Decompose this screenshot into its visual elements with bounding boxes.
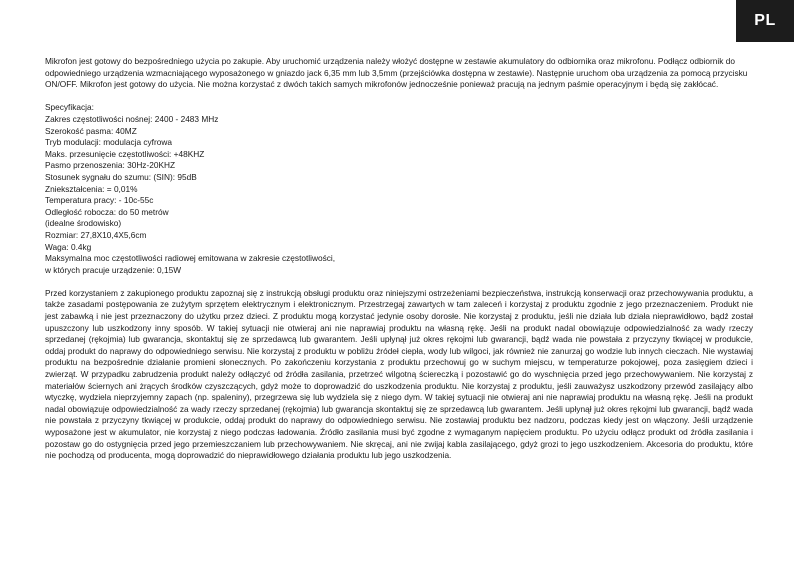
spec-item: Odległość robocza: do 50 metrów: [45, 206, 169, 217]
spec-item: Stosunek sygnału do szumu: (SIN): 95dB: [45, 171, 197, 182]
spec-item: Rozmiar: 27,8X10,4X5,6cm: [45, 229, 147, 240]
spec-item: Szerokość pasma: 40MZ: [45, 125, 137, 136]
spec-item: Tryb modulacji: modulacja cyfrowa: [45, 137, 172, 148]
language-badge: [736, 0, 794, 42]
spec-item: Maks. przesunięcie częstotliwości: +48KHZ: [45, 148, 205, 159]
language-code: PL: [754, 12, 776, 29]
spec-item: Zakres częstotliwości nośnej: 2400 - 2483 MHz: [45, 113, 219, 124]
manual-content: [45, 56, 753, 462]
spec-list: [45, 114, 753, 276]
spec-title: Specyfikacja:: [45, 102, 94, 113]
spec-item: (idealne środowisko): [45, 218, 122, 229]
spec-item: Pasmo przenoszenia: 30Hz-20KHZ: [45, 160, 176, 171]
spec-item: Zniekształcenia: = 0,01%: [45, 183, 138, 194]
spec-item: Temperatura pracy: - 10c-55c: [45, 195, 154, 206]
spec-item: Waga: 0.4kg: [45, 241, 92, 252]
intro-paragraph: Mikrofon jest gotowy do bezpośredniego użycia po zakupie. Aby uruchomić urządzenia należy włożyć dostępne w zestawie akumulatory do odbiornika oraz mikrofonu. Podłącz odbiornik do odpowiedniego urządzenia wzmacniającego wyposażonego w gniazdo jack 6,35 mm lub 3,5mm (przejściówka dostępna w zestawie). Następnie uruchom oba urządzenia za pomocą przycisku ON/OFF. Mikrofon jest gotowy do użycia. Nie można korzystać z dwóch takich samych mikrofonów jednocześnie ponieważ pracują na jednym paśmie operacyjnym i będą się zakłócać.: [45, 56, 748, 90]
spec-item: Maksymalna moc częstotliwości radiowej emitowana w zakresie częstotliwości,: [45, 253, 336, 264]
safety-warning-paragraph: Przed korzystaniem z zakupionego produktu zapoznaj się z instrukcją obsługi produktu oraz niniejszymi ostrzeżeniami bezpieczeństwa, instrukcją konserwacji oraz przechowywania produktu, a także zasadami postępowania ze zużytym sprzętem elektrycznym i elektronicznym. Przestrzegaj zawartych w tam zaleceń i korzystaj z produktu zgodnie z jego przeznaczeniem. Produkt nie jest zabawką i nie jest przeznaczony do użytku przez dzieci. Z produktu mogą korzystać jedynie osoby dorosłe. Nie korzystaj z produktu, jeśli nie działa lub działa nieprawidłowo, bądź został upuszczony lub uszkodzony inny sposób. W takiej sytuacji nie otwieraj ani nie naprawiaj produktu na własną rękę. Jeśli na produkt nadal obowiązuje odpowiedzialność za wady rzeczy sprzedanej (rękojmia) lub gwarancja, skontaktuj się ze sprzedawcą lub gwarantem. Jeśli upłynął już okres rękojmi lub gwarancji, bądź wada nie powstała z przyczyny tkwiącej w produkcie, oddaj produkt do naprawy do odpowiedniego serwisu. Nie korzystaj z produktu w pobliżu źródeł ciepła, wody lub wilgoci, jak również nie zanurzaj go wodzie lub innych cieczach. Nie wystawiaj produktu na bezpośrednie działanie promieni słonecznych. Po zakończeniu korzystania z produktu przechowuj go w suchym miejscu, w temperaturze pokojowej, poza zasięgiem dzieci i zwierząt. W przypadku zabrudzenia produkt należy odłączyć od źródła zasilania, przetrzeć wilgotną ściereczką i pozostawić go do wyschnięcia przed jego przechowywaniem. Nie korzystaj z materiałów ściernych ani żrących środków czyszczących, gdyż może to doprowadzić do uszkodzenia produktu. Nie korzystaj z produktu, jeśli zauważysz uszkodzony przewód zasilający albo wtyczkę, wydziela nieprzyjemny zapach (np. spaleniny), przegrzewa się lub wydziela się z niego dym. W takiej sytuacji nie otwieraj ani nie naprawiaj produktu na własną rękę. Jeśli na produkt nadal obowiązuje odpowiedzialność za wady rzeczy sprzedanej (rękojmia) lub gwarancja skontaktuj się ze sprzedawcą lub gwarantem. Jeśli upłynął już okres rękojmi lub gwarancji, bądź wada nie powstała z przyczyny tkwiącej w produkcie, oddaj produkt do naprawy do odpowiedniego serwisu. Nie zostawiaj produktu bez nadzoru, podczas kiedy jest on włączony. Jeśli urządzenie wyposażone jest w akumulator, nie korzystaj z niego podczas ładowania. Źródło zasilania musi być zgodne z wymaganym napięciem produktu. Po użyciu odłącz produkt od źródła zasilania i pozostaw go do ostygnięcia przed jego przemieszczaniem lub przechowywaniem. Nie skręcaj, ani nie zwijaj kabla zasilającego, gdyż grozi to jego uszkodzeniem. Akcesoria do produktu, które nie pochodzą od producenta, mogą doprowadzić do nieprawidłowego działania produktu lub jego uszkodzenia.: [45, 287, 753, 461]
spec-item: w których pracuje urządzenie: 0,15W: [45, 264, 182, 275]
